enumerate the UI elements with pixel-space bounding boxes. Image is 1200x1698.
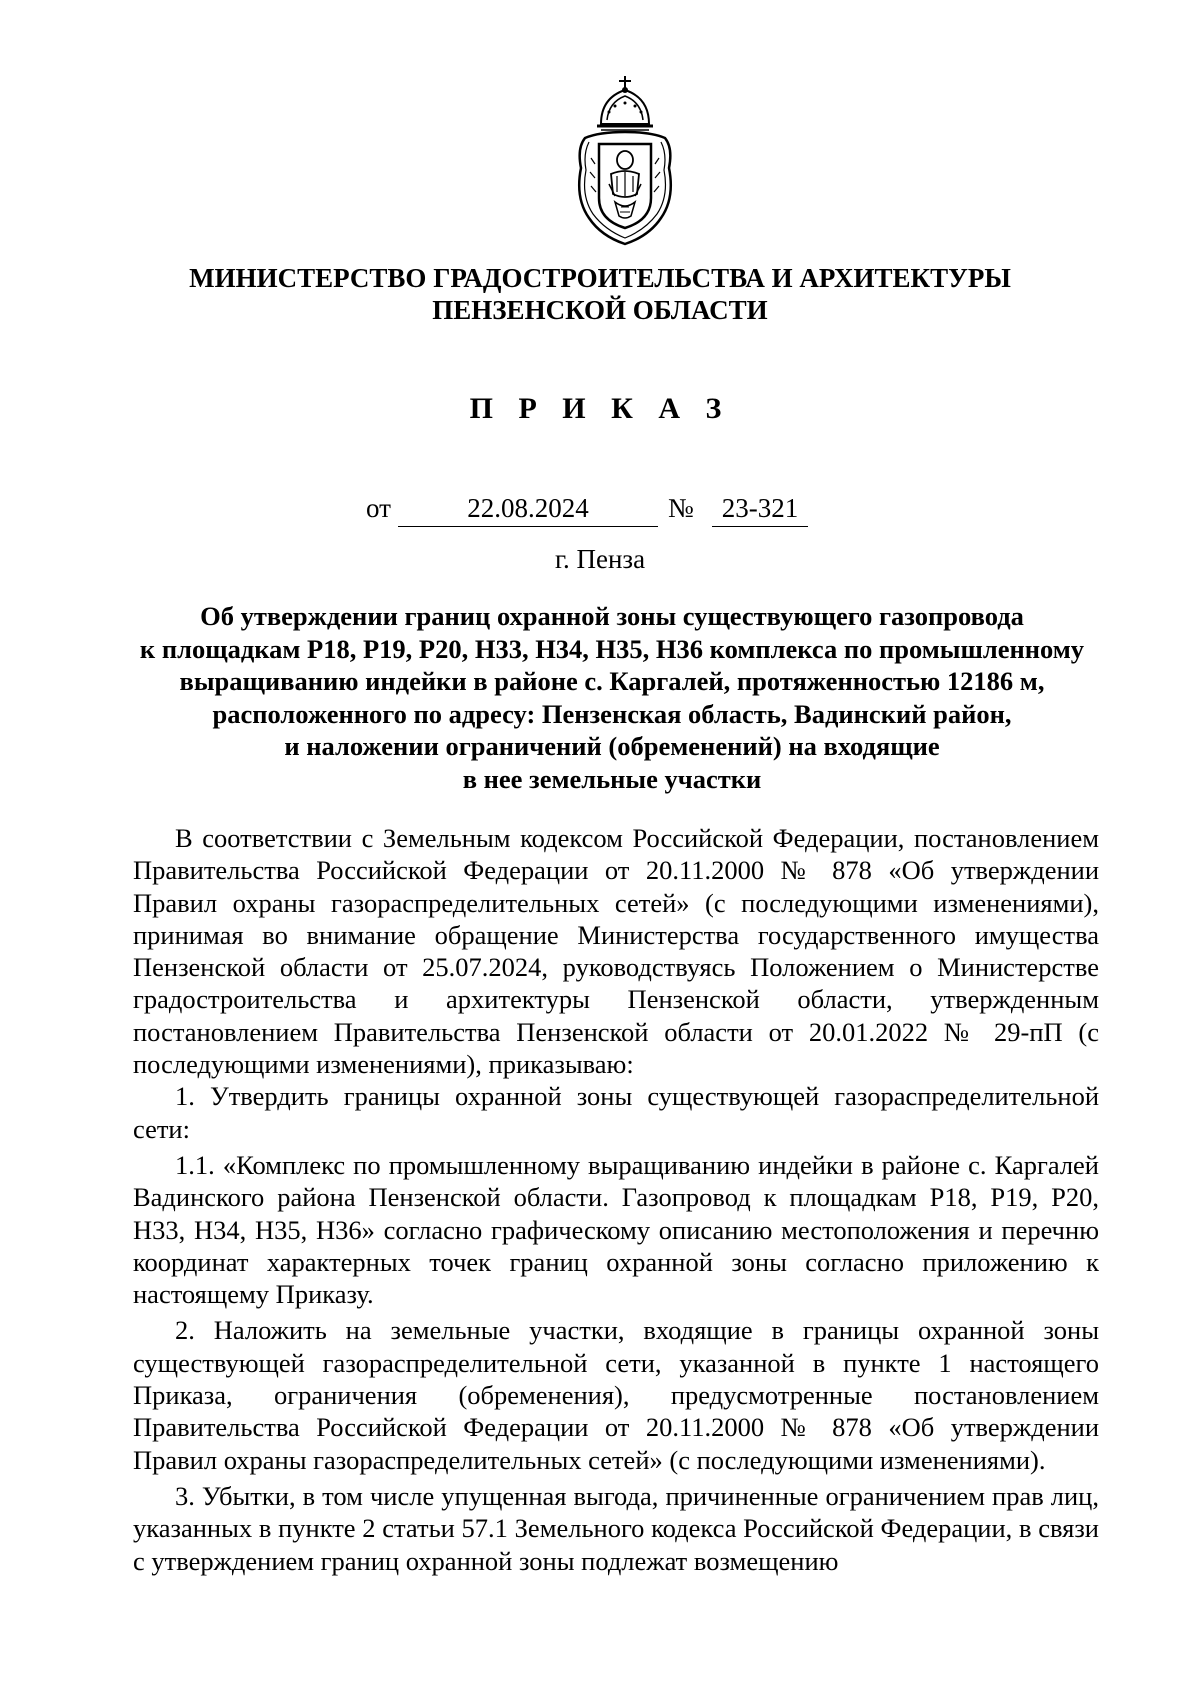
date-prefix: от [366, 493, 391, 523]
document-date: 22.08.2024 [398, 493, 658, 527]
paragraph-preamble: В соответствии с Земельным кодексом Российской Федерации, постановлением Правительства Российской Федерации от 20.11.2000 № 878 «Об утверждении Правил охраны газораспределительных сетей» (с последующими изменениями), принимая во внимание обращение Министерства государственного имущества Пензенской области от 25.07.2024, руководствуясь Положением о Министерстве градостроительства и архитектуры Пензенской области, утвержденным постановлением Правительства Пензенской области от 20.01.2022 № 29-пП (с последующими изменениями), приказываю: [133, 823, 1099, 1080]
number-prefix: № [668, 493, 694, 523]
coat-of-arms-emblem [571, 68, 679, 248]
title-line: к площадкам Р18, Р19, Р20, Н33, Н34, Н35, Н36 комплекса по промышленному [139, 633, 1085, 664]
title-line: расположенного по адресу: Пензенская область, Вадинский район, [212, 698, 1012, 729]
title-line: Об утверждении границ охранной зоны существующего газопровода [200, 601, 1024, 631]
ministry-line-2: ПЕНЗЕНСКОЙ ОБЛАСТИ [432, 295, 768, 325]
paragraph-item-1: 1. Утвердить границы охранной зоны существующей газораспределительной сети: [133, 1081, 1099, 1144]
paragraph-item-2: 2. Наложить на земельные участки, входящие в границы охранной зоны существующей газораспределительной сети, указанной в пункте 1 настоящего Приказа, ограничения (обременения), предусмотренные постановлением Правительства Российской Федерации от 20.11.2000 № 878 «Об утверждении Правил охраны газораспределительных сетей» (с последующими изменениями). [133, 1315, 1099, 1475]
document-number: 23-321 [712, 493, 808, 527]
ministry-line-1: МИНИСТЕРСТВО ГРАДОСТРОИТЕЛЬСТВА И АРХИТЕКТУРЫ [189, 263, 1011, 293]
document-title [112, 600, 1112, 795]
paragraph-item-1-1: 1.1. «Комплекс по промышленному выращиванию индейки в районе с. Каргалей Вадинского района Пензенской области. Газопровод к площадкам Р18, Р19, Р20, Н33, Н34, Н35, Н36» согласно графическому описанию местоположения и перечню координат характерных точек границ охранной зоны согласно приложению к настоящему Приказу. [133, 1149, 1099, 1310]
city-line: г. Пенза [554, 544, 646, 574]
title-line: выращиванию индейки в районе с. Каргалей, протяженностью 12186 м, [179, 666, 1045, 696]
document-type-heading: П Р И К А З [469, 392, 731, 425]
title-line: и наложении ограничений (обременений) на входящие [284, 731, 940, 761]
title-line: в нее земельные участки [462, 763, 762, 794]
paragraph-item-3: 3. Убытки, в том числе упущенная выгода, причиненные ограничением прав лиц, указанных в пункте 2 статьи 57.1 Земельного кодекса Российской Федерации, в связи с утверждением границ охранной зоны подлежат возмещению [133, 1480, 1099, 1576]
document-body [133, 822, 1099, 1577]
ministry-name [0, 262, 1200, 326]
